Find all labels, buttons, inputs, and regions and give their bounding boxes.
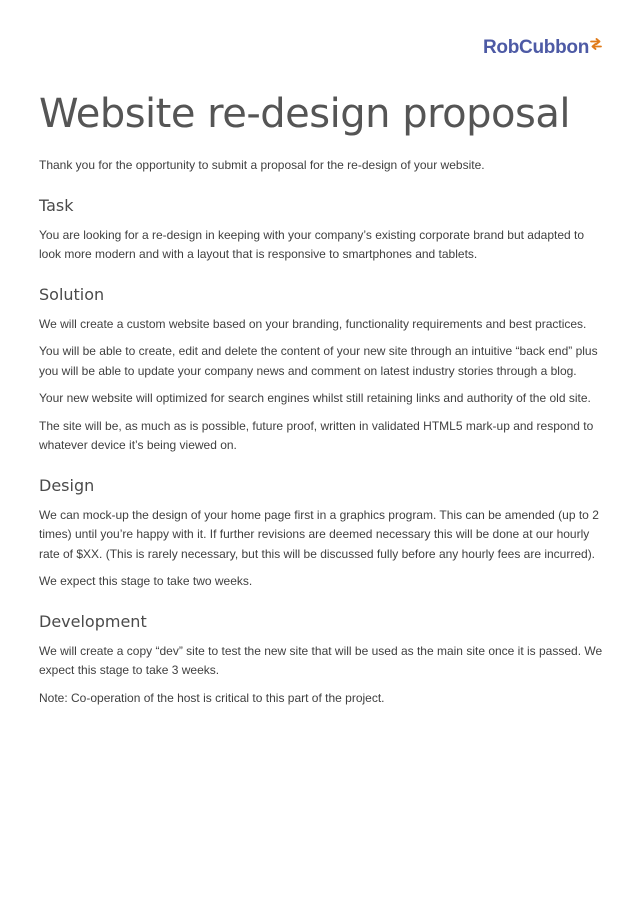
task-paragraph: You are looking for a re-design in keeping with your company’s existing corporate brand but adapted to look more modern and with a layout that is responsive to smartphones and tablets. <box>39 227 585 261</box>
brand-logo <box>483 37 602 59</box>
design-paragraph: We can mock-up the design of your home page first in a graphics program. This can be amended (up to 2 times) until you’re happy with it. If further revisions are deemed necessary this will be done at our hourly rate of $XX. (This is rarely necessary, but this will be discussed fully before any hourly fees are incurred). <box>39 507 599 561</box>
section-heading-design: Design <box>39 475 95 495</box>
section-heading-solution: Solution <box>39 284 105 304</box>
section-heading-development: Development <box>39 611 147 631</box>
section-heading-task: Task <box>39 195 74 215</box>
intro-paragraph: Thank you for the opportunity to submit a proposal for the re-design of your website. <box>39 158 485 172</box>
swap-arrows-icon <box>590 38 602 50</box>
solution-paragraph: You will be able to create, edit and delete the content of your new site through an intuitive “back end” plus you will be able to update your company news and comment on latest industry stories through a blog. <box>39 344 598 378</box>
design-paragraph: We expect this stage to take two weeks. <box>39 574 253 588</box>
document-body <box>39 86 604 716</box>
solution-paragraph: Your new website will optimized for search engines whilst still retaining links and authority of the old site. <box>39 391 591 405</box>
document-title: Website re-design proposal <box>39 91 570 137</box>
development-paragraph: Note: Co-operation of the host is critical to this part of the project. <box>39 690 385 705</box>
solution-paragraph: We will create a custom website based on your branding, functionality requirements and best practices. <box>39 316 587 331</box>
logo-wordmark: RobCubbon <box>483 37 589 58</box>
solution-paragraph: The site will be, as much as is possible, future proof, written in validated HTML5 mark-up and respond to whatever device it’s being viewed on. <box>39 418 594 452</box>
development-paragraph: We will create a copy “dev” site to test the new site that will be used as the main site once it is passed. We expect this stage to take 3 weeks. <box>39 643 603 677</box>
